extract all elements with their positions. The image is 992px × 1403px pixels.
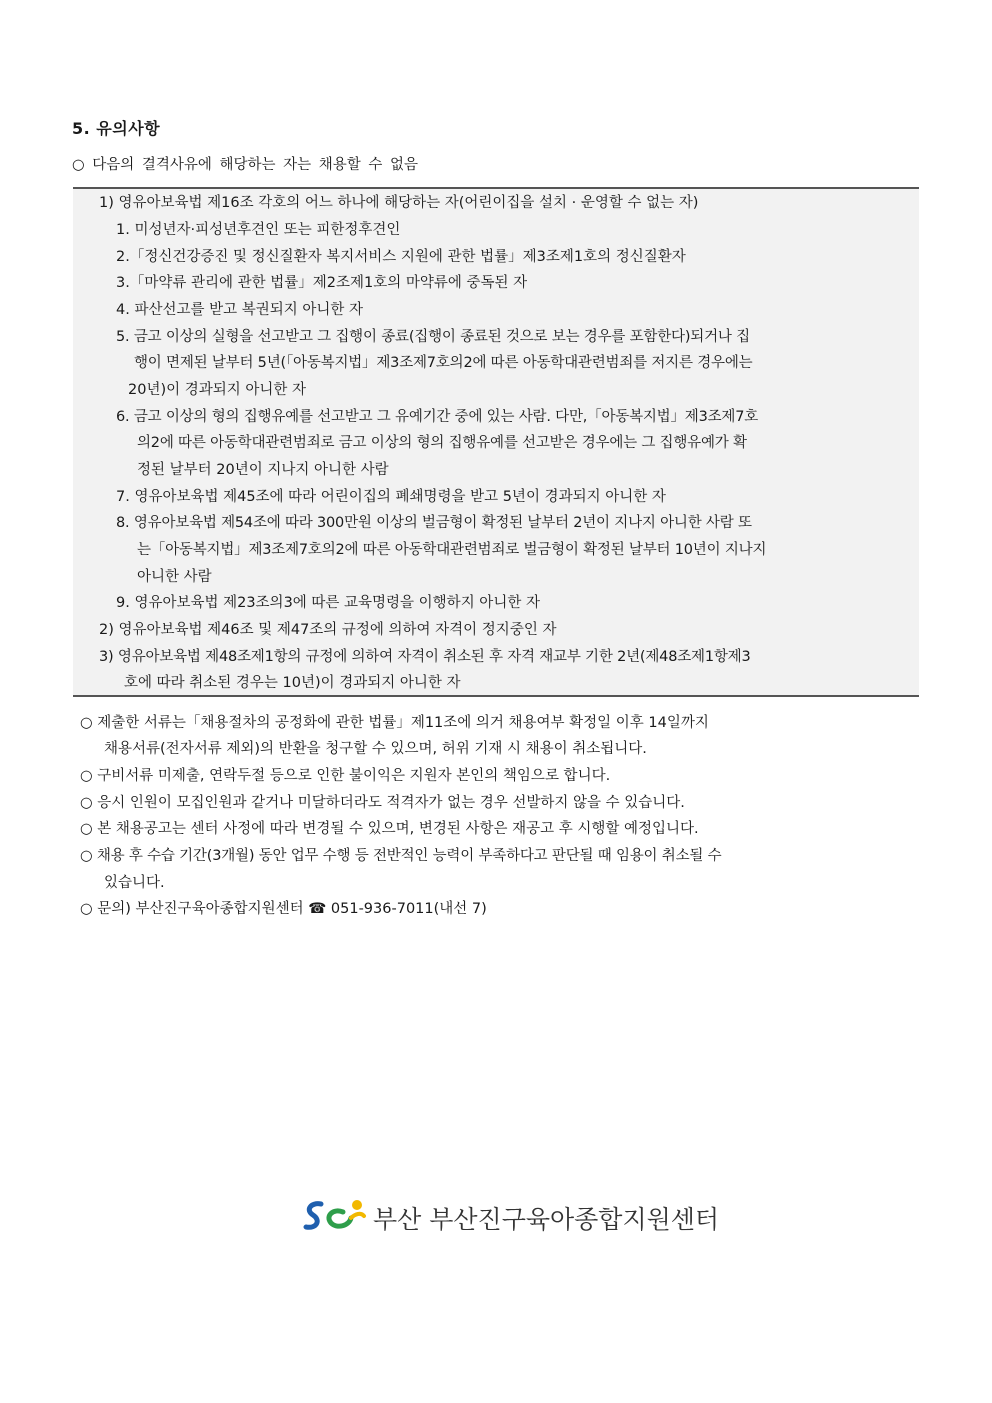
disq-subitem-3: 3.「마약류 관리에 관한 법률」제2조제1호의 마약류에 중독된 자 (116, 275, 528, 291)
disq-subitem-5-cont: 20년)이 경과되지 아니한 자 (128, 382, 307, 398)
note-item: ○ 채용 후 수습 기간(3개월) 동안 업무 수행 등 전반적인 능력이 부족하다고 판단될 때 임용이 취소될 수 (80, 848, 722, 864)
note-item: ○ 본 채용공고는 센터 사정에 따라 변경될 수 있으며, 변경된 사항은 재공고 후 시행할 예정입니다. (80, 821, 699, 837)
disq-subitem-8: 8. 영유아보육법 제54조에 따라 300만원 이상의 벌금형이 확정된 날부터 2년이 지나지 아니한 사람 또 (116, 515, 752, 531)
note-item: ○ 응시 인원이 모집인원과 같거나 미달하더라도 적격자가 없는 경우 선발하지 않을 수 있습니다. (80, 795, 685, 811)
disq-subitem-6-cont: 정된 날부터 20년이 지나지 아니한 사람 (137, 462, 389, 478)
busan-city-logo-icon (303, 1196, 367, 1236)
disq-subitem-9: 9. 영유아보육법 제23조의3에 따른 교육명령을 이행하지 아니한 자 (116, 595, 540, 611)
disq-subitem-8-cont: 는「아동복지법」제3조제7호의2에 따른 아동학대관련범죄로 벌금형이 확정된 날부터 10년이 지나지 (137, 542, 767, 558)
center-logo (303, 1196, 720, 1236)
disq-item-2: 2) 영유아보육법 제46조 및 제47조의 규정에 의하여 자격이 정지중인 자 (99, 622, 557, 638)
note-item: ○ 구비서류 미제출, 연락두절 등으로 인한 불이익은 지원자 본인의 책임으로 합니다. (80, 768, 611, 784)
contact-note: ○ 문의) 부산진구육아종합지원센터 ☎ 051-936-7011(내선 7) (80, 901, 487, 917)
disq-subitem-5: 5. 금고 이상의 실형을 선고받고 그 집행이 종료(집행이 종료된 것으로 보는 경우를 포함한다)되거나 집 (116, 329, 750, 345)
disq-item-3-cont: 호에 따라 취소된 경우는 10년)이 경과되지 아니한 자 (124, 675, 461, 691)
disq-subitem-1: 1. 미성년자·피성년후견인 또는 피한정후견인 (116, 222, 401, 238)
disqualification-intro: ○ 다음의 결격사유에 해당하는 자는 채용할 수 없음 (72, 157, 419, 173)
disq-subitem-6: 6. 금고 이상의 형의 집행유예를 선고받고 그 유예기간 중에 있는 사람. 다만,「아동복지법」제3조제7호 (116, 409, 759, 425)
disq-item-3: 3) 영유아보육법 제48조제1항의 규정에 의하여 자격이 취소된 후 자격 재교부 기한 2년(제48조제1항제3 (99, 649, 751, 665)
note-item-cont: 있습니다. (104, 875, 165, 891)
note-item-cont: 채용서류(전자서류 제외)의 반환을 청구할 수 있으며, 허위 기재 시 채용이 취소됩니다. (104, 741, 647, 757)
note-item: ○ 제출한 서류는「채용절차의 공정화에 관한 법률」제11조에 의거 채용여부 확정일 이후 14일까지 (80, 715, 709, 731)
disq-subitem-8-cont: 아니한 사람 (137, 569, 212, 585)
section-title: 5. 유의사항 (72, 119, 161, 138)
disq-subitem-4: 4. 파산선고를 받고 복권되지 아니한 자 (116, 302, 363, 318)
disq-subitem-5-cont: 행이 면제된 날부터 5년(「아동복지법」제3조제7호의2에 따른 아동학대관련범죄를 저지른 경우에는 (134, 355, 753, 371)
disq-subitem-7: 7. 영유아보육법 제45조에 따라 어린이집의 폐쇄명령을 받고 5년이 경과되지 아니한 자 (116, 489, 666, 505)
disq-subitem-2: 2.「정신건강증진 및 정신질환자 복지서비스 지원에 관한 법률」제3조제1호의 정신질환자 (116, 249, 686, 265)
disq-subitem-6-cont: 의2에 따른 아동학대관련범죄로 금고 이상의 형의 집행유예를 선고받은 경우에는 그 집행유예가 확 (137, 435, 747, 451)
disq-item-1: 1) 영유아보육법 제16조 각호의 어느 하나에 해당하는 자(어린이집을 설치 · 운영할 수 없는 자) (99, 195, 699, 211)
center-logo-text: 부산 부산진구육아종합지원센터 (373, 1205, 720, 1234)
